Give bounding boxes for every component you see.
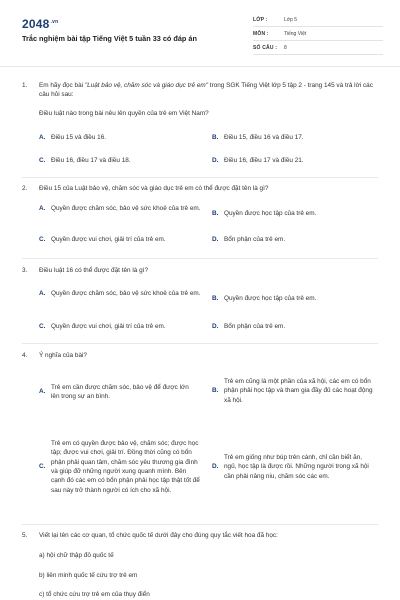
meta-value: Lớp 5 — [284, 16, 298, 23]
list-item: b) liên minh quốc tế cứu trợ trẻ em — [39, 572, 138, 579]
meta-row-subject — [253, 29, 383, 41]
question-number: 2. — [22, 185, 28, 192]
option-letter: A. — [39, 290, 46, 297]
divider — [22, 524, 378, 525]
question-text: Điều luật 16 có thể được đặt tên là gì? — [39, 267, 149, 274]
option-text: Điều 16, điều 17 và điều 18. — [51, 157, 131, 164]
question-text: Ý nghĩa của bài? — [39, 352, 87, 359]
meta-value: 8 — [284, 44, 287, 51]
option-text: Quyền được vui chơi, giải trí của trẻ em. — [51, 236, 166, 243]
option-letter: B. — [212, 295, 219, 303]
option-text: Bổn phận của trẻ em. — [224, 236, 286, 243]
text-prefix: Em hãy đọc bài — [39, 82, 85, 89]
meta-panel — [253, 15, 383, 57]
option-c[interactable] — [39, 235, 209, 244]
option-letter: D. — [212, 323, 219, 330]
question-number: 3. — [22, 267, 28, 274]
option-letter: B. — [212, 387, 219, 395]
option-d[interactable] — [212, 322, 382, 331]
question-text: Viết lại tên các cơ quan, tổ chức quốc tế dưới đây cho đúng quy tắc viết hoa đã học: — [39, 532, 278, 539]
question-2 — [22, 184, 378, 254]
option-letter: B. — [212, 134, 219, 141]
option-c[interactable] — [39, 322, 209, 331]
divider — [0, 66, 400, 67]
option-letter: A. — [39, 388, 46, 396]
question-5 — [22, 531, 378, 599]
page-title: Trắc nghiệm bài tập Tiếng Việt 5 tuần 33 có đáp án — [22, 34, 197, 43]
option-letter: C. — [39, 236, 46, 243]
meta-key: SỐ CÂU : — [253, 44, 278, 51]
option-letter: C. — [39, 463, 46, 471]
option-letter: D. — [212, 236, 219, 243]
text-suffix: trong SGK Tiếng Việt lớp 5 tập 2 - trang 145 và trả lời các câu hỏi sau: — [39, 82, 373, 99]
option-b[interactable] — [212, 133, 382, 142]
option-b[interactable] — [212, 373, 382, 409]
option-c[interactable] — [39, 419, 209, 515]
option-a[interactable] — [39, 377, 209, 407]
question-subtext: Điều luật nào trong bài nêu lên quyền của trẻ em Việt Nam? — [39, 110, 209, 117]
option-d[interactable] — [212, 235, 382, 244]
option-text: Trẻ em cần được chăm sóc, bảo vệ để được lớn lên trong sự an bình. — [51, 383, 189, 400]
option-text: Điều 15 và điều 16. — [51, 134, 107, 141]
option-letter: A. — [39, 134, 46, 141]
option-b[interactable] — [212, 204, 382, 224]
question-text — [39, 81, 378, 100]
option-a[interactable] — [39, 133, 209, 142]
meta-value: Tiếng Việt — [284, 30, 307, 37]
logo-text: 2048 — [22, 17, 50, 31]
option-text: Quyền được chăm sóc, bảo vệ sức khoẻ của trẻ em. — [51, 290, 201, 297]
list-item: c) tổ chức cứu trợ trẻ em của thụy điển — [39, 591, 150, 598]
option-letter: C. — [39, 323, 46, 330]
question-3 — [22, 266, 378, 336]
question-number: 1. — [22, 82, 28, 89]
option-text: Quyền được học tập của trẻ em. — [224, 295, 317, 303]
question-text: Điều 15 của Luật bảo vệ, chăm sóc và giáo dục trẻ em có thể được đặt tên là gì? — [39, 185, 269, 192]
meta-row-count — [253, 43, 383, 55]
option-letter: D. — [212, 157, 219, 164]
meta-row-grade — [253, 15, 383, 27]
option-text: Quyền được chăm sóc, bảo vệ sức khoẻ của trẻ em. — [51, 205, 201, 212]
option-d[interactable] — [212, 419, 382, 515]
option-text: Quyền được vui chơi, giải trí của trẻ em. — [51, 323, 166, 330]
option-letter: C. — [39, 157, 46, 164]
question-1 — [22, 81, 378, 171]
question-4 — [22, 351, 378, 521]
option-text: Bổn phận của trẻ em. — [224, 323, 286, 330]
question-number: 5. — [22, 532, 28, 539]
meta-key: LỚP : — [253, 16, 268, 23]
option-text: Trẻ em giống như búp trên cành, chỉ cần biết ăn, ngủ, học tập là được rồi. Những người trong xã hội cần phải nâng niu, chăm sóc các em. — [224, 454, 369, 480]
option-letter: B. — [212, 210, 219, 218]
option-b[interactable] — [212, 289, 382, 309]
list-item: a) hội chữ thập đỏ quốc tế — [39, 552, 114, 559]
option-text: Quyền được học tập của trẻ em. — [224, 210, 317, 218]
site-logo[interactable] — [22, 16, 58, 33]
question-number: 4. — [22, 352, 28, 359]
logo-suffix: .vn — [50, 19, 59, 25]
option-text: Trẻ em có quyền được bảo vệ, chăm sóc; được học tập; được vui chơi, giải trí. Đồng thời cũng có bổn phận phải quan tâm, chăm sóc yêu thương gia đình và giúp đỡ những người xung quanh mình. Bên cạnh đó các em có bổn phận phải học tập thật tốt để sau này trở thành người có ích cho xã hội. — [51, 440, 200, 494]
option-text: Điều 15, điều 16 và điều 17. — [224, 134, 304, 141]
divider — [22, 177, 378, 178]
meta-key: MÔN : — [253, 30, 269, 37]
option-letter: D. — [212, 463, 219, 471]
option-c[interactable] — [39, 156, 209, 165]
option-text: Trẻ em cũng là một phần của xã hội, các em có bổn phận phải học tập và tham gia đầy đủ các hoạt động xã hội. — [224, 378, 373, 404]
option-a[interactable] — [39, 289, 209, 298]
option-letter: A. — [39, 205, 46, 212]
option-text: Điều 16, điều 17 và điều 21. — [224, 157, 304, 164]
divider — [22, 343, 378, 344]
text-italic: "Luật bảo vệ, chăm sóc và giáo dục trẻ em" — [84, 82, 209, 89]
divider — [22, 258, 378, 259]
option-d[interactable] — [212, 156, 382, 165]
document-header — [0, 0, 400, 70]
option-a[interactable] — [39, 204, 209, 213]
